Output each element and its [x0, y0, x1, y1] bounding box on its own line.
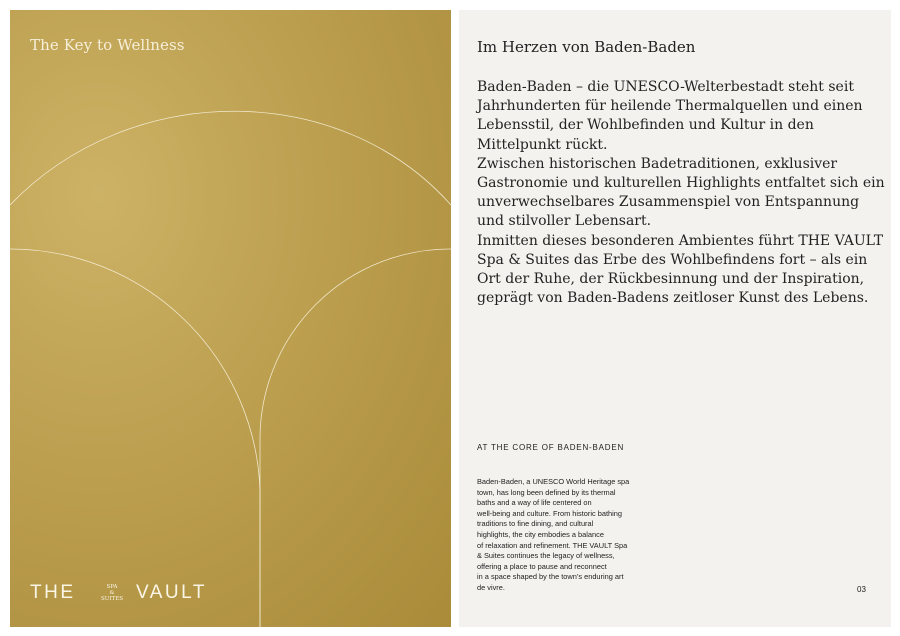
german-line: Spa & Suites das Erbe des Wohlbefindens fort – als ein — [477, 251, 868, 268]
english-line: highlights, the city embodies a balance — [477, 529, 604, 539]
german-line: unverwechselbares Zusammenspiel von Entspannung — [477, 194, 860, 211]
german-line: Gastronomie und kulturellen Highlights entfaltet sich ein — [477, 175, 885, 192]
the-vault-logo — [30, 572, 230, 612]
arch-top-line — [10, 111, 451, 205]
german-line: Inmitten dieses besonderen Ambientes führt THE VAULT — [477, 232, 884, 249]
logo-word-the: THE — [30, 582, 76, 603]
german-line: Ort der Ruhe, der Rückbesinnung und der Inspiration, — [477, 271, 865, 288]
german-line: Zwischen historischen Badetraditionen, exklusiver — [477, 155, 838, 172]
english-line: & Suites continues the legacy of wellness, — [477, 551, 615, 561]
arch-line-art — [10, 10, 451, 627]
cover-title: The Key to Wellness — [30, 36, 185, 54]
english-line: of relaxation and refinement. THE VAULT Spa — [477, 540, 628, 550]
english-line: baths and a way of life centered on — [477, 498, 592, 508]
german-line: Baden-Baden – die UNESCO-Welterbestadt steht seit — [477, 79, 854, 95]
german-heading: Im Herzen von Baden-Baden — [477, 38, 696, 56]
english-heading: AT THE CORE OF BADEN-BADEN — [477, 443, 625, 452]
english-line: traditions to fine dining, and cultural — [477, 519, 594, 529]
english-body — [477, 477, 692, 594]
german-body — [477, 78, 887, 308]
right-page-text — [459, 10, 891, 627]
german-line: geprägt von Baden-Badens zeitloser Kunst des Lebens. — [477, 290, 869, 307]
left-page-gold-cover — [10, 10, 451, 627]
english-line: well-being and culture. From historic bathing — [477, 508, 623, 518]
german-line: Jahrhunderten für heilende Thermalquellen und einen — [477, 98, 863, 115]
german-line: und stilvoller Lebensart. — [477, 213, 652, 230]
english-line: de vivre. — [477, 582, 505, 592]
right-arch-line — [260, 249, 451, 627]
logo-word-vault: VAULT — [136, 582, 207, 603]
english-line: town, has long been defined by its thermal — [477, 487, 616, 497]
english-line: in a space shaped by the town’s enduring art — [477, 572, 624, 582]
left-arch-line — [10, 249, 260, 627]
english-line: offering a place to pause and reconnect — [477, 561, 607, 571]
logo-spa-suites: SPA & SUITES — [100, 584, 124, 602]
german-line: Lebensstil, der Wohlbefinden und Kultur in den — [477, 117, 814, 134]
english-line: Baden-Baden, a UNESCO World Heritage spa — [477, 477, 630, 486]
german-line: Mittelpunkt rückt. — [477, 136, 608, 153]
page-number: 03 — [857, 585, 866, 594]
